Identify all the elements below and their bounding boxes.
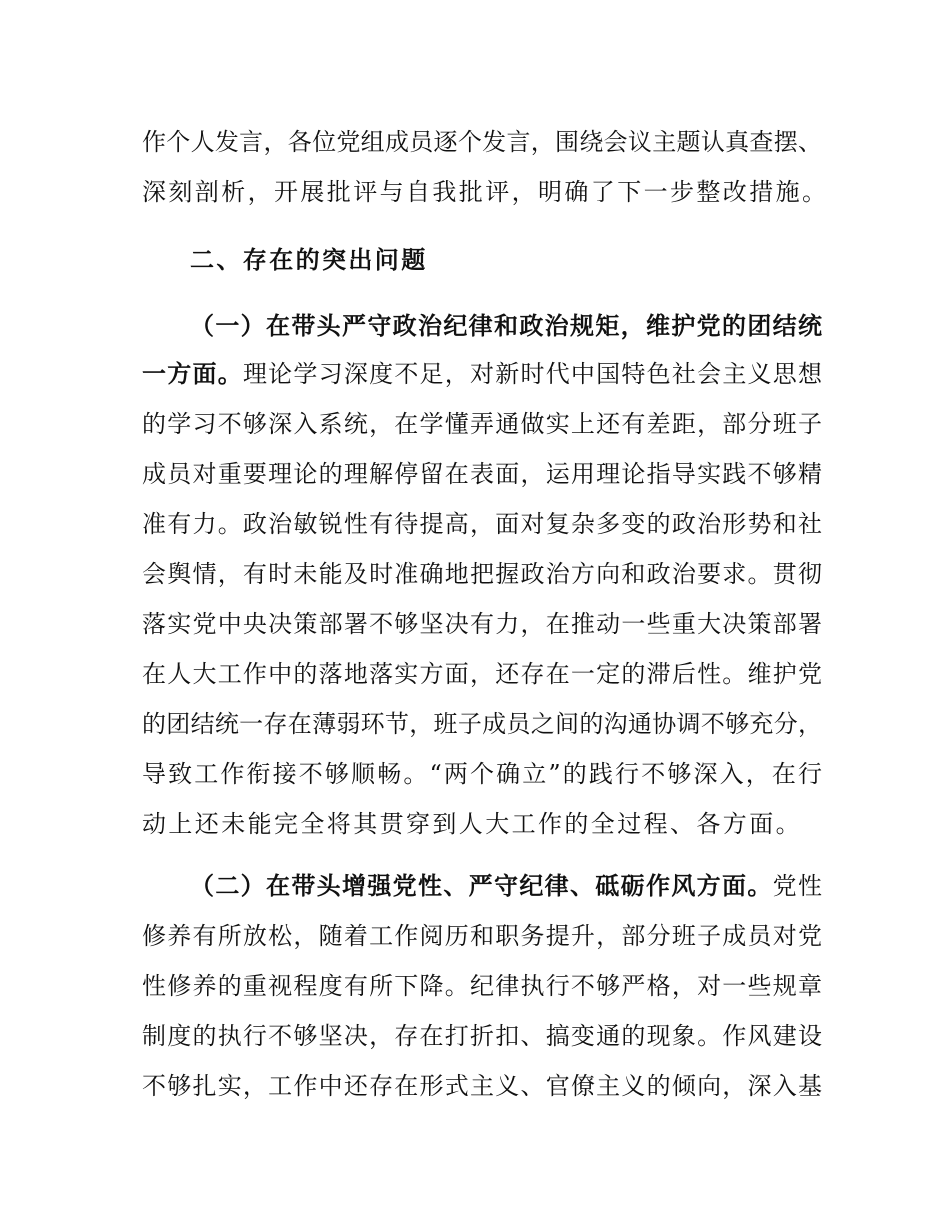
- paragraph-line: 不够扎实，工作中还存在形式主义、官僚主义的倾向，深入基: [142, 1072, 822, 1100]
- paragraph-line: [190, 870, 822, 902]
- paragraph-line: 准有力。政治敏锐性有待提高，面对复杂多变的政治形势和社: [142, 510, 822, 538]
- section-heading: 二、存在的突出问题: [190, 245, 428, 274]
- paragraph-line: 成员对重要理论的理解停留在表面，运用理论指导实践不够精: [142, 460, 822, 488]
- paragraph-line: 制度的执行不够坚决，存在打折扣、搞变通的现象。作风建设: [142, 1022, 822, 1050]
- paragraph-line: 动上还未能完全将其贯穿到人大工作的全过程、各方面。: [142, 810, 802, 838]
- paragraph-line: 的团结统一存在薄弱环节，班子成员之间的沟通协调不够充分，: [142, 710, 822, 738]
- subsection-heading: （一）在带头严守政治纪律和政治规矩，维护党的团结统: [190, 311, 822, 340]
- paragraph-line: 会舆情，有时未能及时准确地把握政治方向和政治要求。贯彻: [142, 560, 822, 588]
- paragraph-line: 作个人发言，各位党组成员逐个发言，围绕会议主题认真查摆、: [142, 128, 822, 156]
- paragraph-line: 性修养的重视程度有所下降。纪律执行不够严格，对一些规章: [142, 972, 822, 1000]
- paragraph-line: 落实党中央决策部署不够坚决有力，在推动一些重大决策部署: [142, 610, 822, 638]
- subsection-heading-continued: 一方面。: [142, 359, 243, 388]
- paragraph-text: 理论学习深度不足，对新时代中国特色社会主义思想: [242, 360, 823, 388]
- paragraph-line: 深刻剖析，开展批评与自我批评，明确了下一步整改措施。: [142, 178, 829, 206]
- subsection-heading: （二）在带头增强党性、严守纪律、砥砺作风方面。: [190, 871, 773, 900]
- paragraph-line: [142, 358, 822, 390]
- paragraph-text: 党性: [772, 872, 823, 900]
- paragraph-line: 导致工作衔接不够顺畅。“两个确立”的践行不够深入，在行: [142, 760, 822, 788]
- paragraph-line: 的学习不够深入系统，在学懂弄通做实上还有差距，部分班子: [142, 410, 822, 438]
- paragraph-line: 修养有所放松，随着工作阅历和职务提升，部分班子成员对党: [142, 922, 822, 950]
- paragraph-line: 在人大工作中的落地落实方面，还存在一定的滞后性。维护党: [142, 660, 822, 688]
